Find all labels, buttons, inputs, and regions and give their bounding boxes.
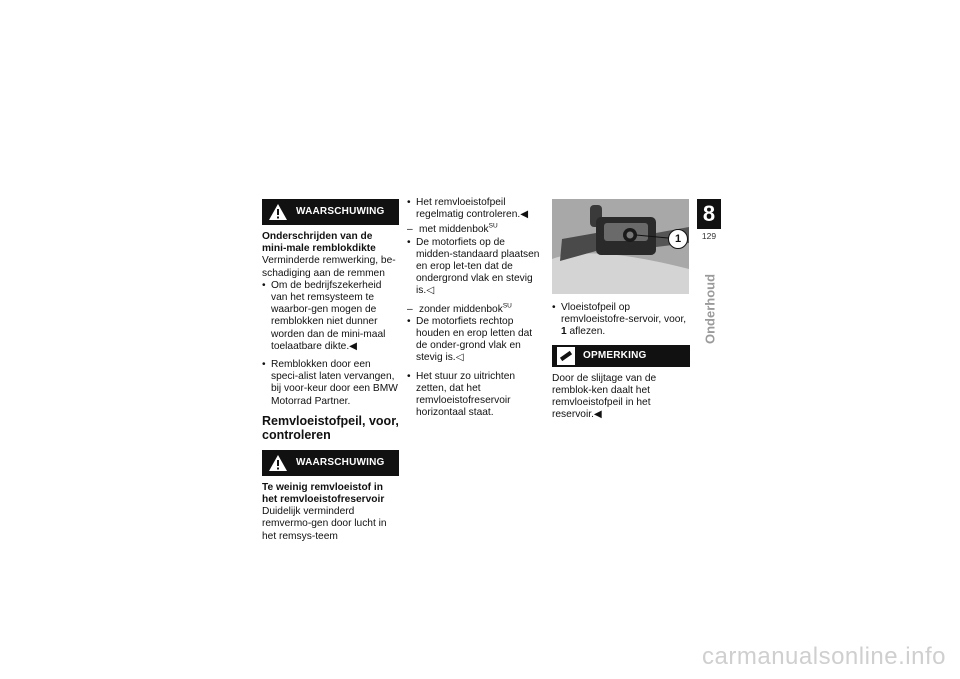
list-item: • Het remvloeistofpeil regelmatig controleren.◀ bbox=[407, 197, 544, 221]
chapter-number: 8 bbox=[697, 199, 721, 229]
callout-ref: 1 bbox=[561, 326, 567, 338]
callout-1: 1 bbox=[668, 229, 688, 249]
note-label: OPMERKING bbox=[583, 349, 647, 361]
warning-label: WAARSCHUWING bbox=[296, 205, 385, 217]
warning-label: WAARSCHUWING bbox=[296, 456, 385, 468]
condition-code: SU bbox=[502, 302, 512, 310]
warning-text: Verminderde remwerking, be-schadiging aan de remmen bbox=[262, 255, 396, 279]
note-icon bbox=[557, 347, 575, 365]
item-text: aflezen. bbox=[569, 326, 606, 338]
column-2 bbox=[407, 197, 544, 419]
list-item: • Het stuur zo uitrichten zetten, dat het remvloeistofreservoir horizontaal staat. bbox=[407, 371, 544, 420]
note-banner bbox=[552, 345, 690, 367]
list-item bbox=[552, 302, 690, 339]
page-number: 129 bbox=[701, 231, 717, 241]
warning-banner bbox=[262, 450, 399, 476]
warning-title: Te weinig remvloeistof in het remvloeistofreservoir bbox=[262, 481, 385, 506]
condition-item bbox=[407, 224, 544, 236]
list-item: • Om de bedrijfszekerheid van het remsysteem te waarbor-gen mogen de remblokken niet dunner worden dan de mini-maal toelaatbare dikte.◀ bbox=[262, 280, 399, 353]
warning-title: Onderschrijden van de mini-male remblokdikte bbox=[262, 231, 376, 255]
warning-banner bbox=[262, 199, 399, 225]
brake-reservoir-photo bbox=[552, 199, 689, 294]
reservoir-illustration bbox=[552, 199, 689, 294]
condition-code: SU bbox=[488, 223, 498, 231]
note-text: Door de slijtage van de remblok-ken daalt het remvloeistofpeil in het reservoir.◀ bbox=[552, 372, 657, 421]
list-item: • Remblokken door een speci-alist laten vervangen, bij voor-keur door een BMW Motorrad Partner. bbox=[262, 359, 399, 408]
chapter-name: Onderhoud bbox=[702, 273, 718, 345]
list-item: • De motorfiets rechtop houden en erop letten dat de onder-grond vlak en stevig is.◁ bbox=[407, 316, 544, 365]
column-1 bbox=[262, 199, 399, 543]
list-item: • De motorfiets op de midden-standaard plaatsen en erop let-ten dat de ondergrond vlak en stevig is.◁ bbox=[407, 237, 544, 298]
warning-icon bbox=[268, 454, 288, 472]
condition-text: met middenbok bbox=[419, 224, 489, 236]
warning-text: Duidelijk verminderd remvermo-gen door lucht in het remsys-teem bbox=[262, 506, 387, 542]
condition-text: zonder middenbok bbox=[419, 303, 503, 315]
column-3 bbox=[552, 199, 690, 421]
item-text: Vloeistofpeil op remvloeistofre-servoir, voor, bbox=[561, 302, 687, 326]
section-heading: Remvloeistofpeil, voor, controleren bbox=[262, 413, 399, 442]
watermark: carmanualsonline.info bbox=[702, 643, 946, 670]
warning-icon bbox=[268, 203, 288, 221]
condition-item bbox=[407, 304, 544, 316]
